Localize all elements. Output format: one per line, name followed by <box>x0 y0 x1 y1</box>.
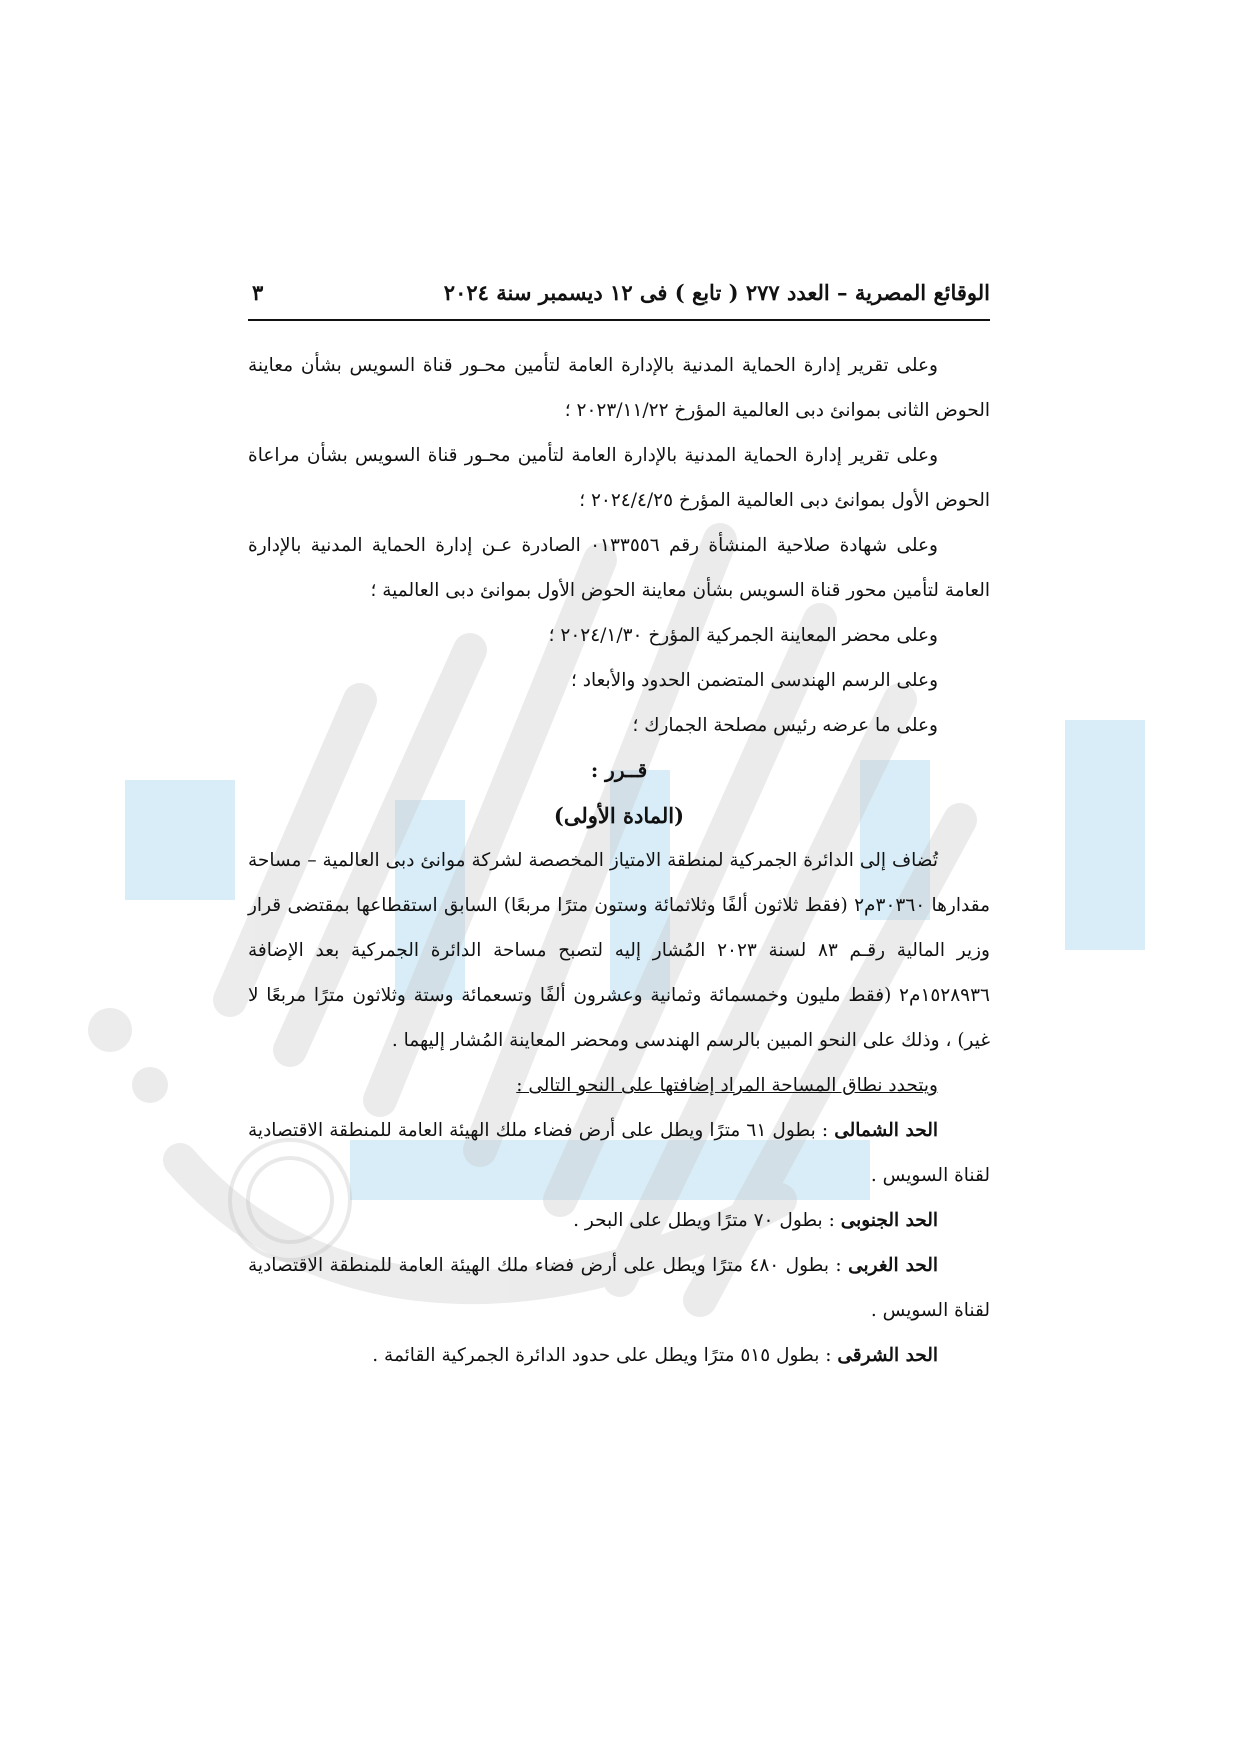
decree-heading: قــرر : <box>590 758 648 782</box>
article-body: تُضاف إلى الدائرة الجمركية لمنطقة الامتياز المخصصة لشركة موانئ دبى العالمية – مساحة مقدارها ٣٠٣٦٠م٢ (فقط ثلاثون ألفًا وثلاثمائة وستون مترًا مربعًا) السابق استقطاعها بمقتضى قرار وزير المالية رقـم ٨٣ لسنة ٢٠٢٣ المُشار إليه لتصبح مساحة الدائرة الجمركية بعد الإضافة ١٥٢٨٩٣٦م٢ (فقط مليون وخمسمائة وثمانية وعشرون ألفًا وتسعمائة وستة وثلاثون مترًا مربعًا لا غير) ، وذلك على النحو المبين بالرسم الهندسى ومحضر المعاينة المُشار إليهما . <box>248 850 990 1051</box>
paragraph-civil-protection-report-1: وعلى تقرير إدارة الحماية المدنية بالإدارة العامة لتأمين محـور قناة السويس بشأن معاينة الحوض الثانى بموانئ دبى العالمية المؤرخ ٢٠٢٣/١١/٢٢ ؛ <box>248 355 990 421</box>
boundary-north-label: الحد الشمالى <box>834 1120 938 1141</box>
boundary-north-text: : بطول ٦١ مترًا ويطل على أرض فضاء ملك الهيئة العامة للمنطقة الاقتصادية لقناة السويس . <box>248 1120 990 1186</box>
gazette-page <box>248 280 990 1378</box>
boundary-east-text: : بطول ٥١٥ مترًا ويطل على حدود الدائرة الجمركية القائمة . <box>372 1345 838 1366</box>
page-header <box>248 280 990 321</box>
page-number: ٣ <box>252 280 264 305</box>
article-title: (المادة الأولى) <box>553 803 685 828</box>
boundary-north <box>248 1108 990 1198</box>
paragraph-engineering-drawing: وعلى الرسم الهندسى المتضمن الحدود والأبعاد ؛ <box>570 670 938 691</box>
header-title: الوقائع المصرية – العدد ٢٧٧ ( تابع ) فى ١٢ ديسمبر سنة ٢٠٢٤ <box>443 280 990 305</box>
scope-line <box>248 1063 990 1108</box>
boundary-east <box>248 1333 990 1378</box>
boundary-west <box>248 1243 990 1333</box>
boundary-south-text: : بطول ٧٠ مترًا ويطل على البحر . <box>573 1210 841 1231</box>
boundary-east-label: الحد الشرقى <box>837 1345 938 1366</box>
scope-line-text: ويتحدد نطاق المساحة المراد إضافتها على النحو التالى : <box>516 1075 938 1096</box>
boundary-south <box>248 1198 990 1243</box>
paragraph-customs-inspection: وعلى محضر المعاينة الجمركية المؤرخ ٢٠٢٤/١/٣٠ ؛ <box>548 625 938 646</box>
boundary-south-label: الحد الجنوبى <box>840 1210 938 1231</box>
paragraph-facility-certificate: وعلى شهادة صلاحية المنشأة رقم ٠١٣٣٥٥٦ الصادرة عـن إدارة الحماية المدنية بالإدارة العامة لتأمين محور قناة السويس بشأن معاينة الحوض الأول بموانئ دبى العالمية ؛ <box>248 535 990 601</box>
document-body <box>248 343 990 1378</box>
paragraph-civil-protection-report-2: وعلى تقرير إدارة الحماية المدنية بالإدارة العامة لتأمين محـور قناة السويس بشأن مراعاة الحوض الأول بموانئ دبى العالمية المؤرخ ٢٠٢٤/٤/٢٥ ؛ <box>248 445 990 511</box>
boundary-west-text: : بطول ٤٨٠ مترًا ويطل على أرض فضاء ملك الهيئة العامة للمنطقة الاقتصادية لقناة السويس . <box>248 1255 990 1321</box>
paragraph-customs-head: وعلى ما عرضه رئيس مصلحة الجمارك ؛ <box>632 715 938 736</box>
boundary-west-label: الحد الغربى <box>848 1255 939 1276</box>
